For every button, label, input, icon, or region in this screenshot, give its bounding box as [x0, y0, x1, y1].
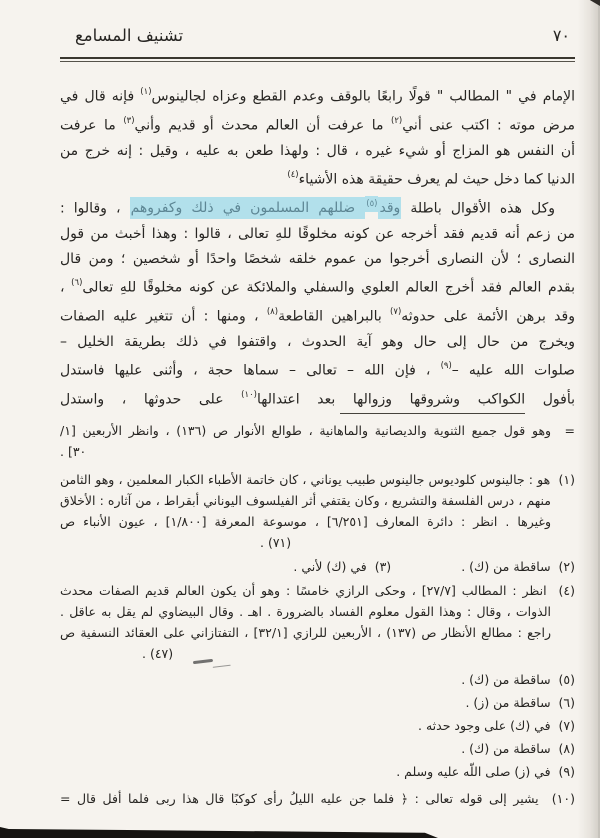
text-run: (٢) ساقطة من (ك) .: [461, 558, 575, 574]
text-run: صلوات الله عليه –: [451, 362, 575, 379]
footnote-ref: (١): [140, 87, 152, 97]
text-line: [60, 247, 575, 272]
text-line: [60, 532, 575, 553]
text-line: [60, 222, 575, 247]
text-run: منهم ، درس الفلسفة والتشريع ، وكان يقتفي أثر الفيلسوف اليوناني أبقراط ، من آثاره : الأخلاق: [60, 492, 551, 508]
footnote-ref: (٨): [266, 306, 279, 317]
text-line: [60, 81, 575, 110]
text-run: ٣٠] .: [60, 443, 87, 459]
footnote-ref: (٦): [71, 278, 83, 289]
text-line: [60, 469, 575, 490]
highlighted-text: ضللهم المسلمون في ذلك وكفروهم: [130, 197, 366, 219]
footnote-ref: (٩): [440, 360, 452, 371]
text-line: [60, 511, 575, 532]
header-rule: [60, 57, 575, 62]
text-line: [60, 330, 575, 355]
text-run: من زعم أنه قديم فقد أخرجه عن كونه مخلوقًا للهِ تعالى ، قالوا : وهذا أخبث من قول: [60, 225, 575, 242]
text-run: (٥) ساقطة من (ك) .: [461, 671, 575, 687]
text-run: (٧١) .: [260, 534, 292, 550]
text-line: [60, 788, 575, 809]
main-text: [60, 81, 575, 413]
text-run: الذوات ، وقال : وهذا القول معلوم الفساد بالضرورة . اهـ . وقال البيضاوي لم يقل به عاقل .: [60, 603, 551, 619]
text-run: أن النفس هو المزاج أو شيء غيره ، قال : ولهذا طعن به عليه ، وقيل : إنه خرج من: [60, 142, 575, 159]
footnote-ref: (١٠): [241, 389, 257, 400]
text-run: الإمام في " المطالب " قولًا رابعًا بالوقف وعدم القطع وعزاه لجالينوس: [151, 88, 575, 105]
text-run: على حدوثها ، واستدل: [60, 391, 242, 408]
text-run: بقدم العالم فقد أخرج العالم العلوي والسفلي والملائكة عن كونه مخلوقًا للهِ تعالى: [82, 279, 576, 296]
text-run: الدنيا كما دخل حيث لم يعرف حقيقة هذه الأشياء: [298, 171, 575, 188]
text-run: فإنه قال في: [60, 88, 141, 105]
text-line: [60, 622, 575, 643]
text-line: [60, 110, 575, 139]
text-run: ، ومنها : أن تتغير عليه الصفات: [60, 308, 267, 325]
text-run: ، فإن الله – تعالى – سماها حجة ، وأثنى عليها فاستدل: [60, 362, 441, 379]
text-line: [60, 441, 575, 462]
text-line: [60, 761, 575, 782]
text-line: [60, 669, 575, 690]
text-run: ،: [60, 279, 72, 296]
footnote-ref: (٢): [391, 115, 403, 126]
text-run: (٧) في (ك) على وجود حدثه .: [418, 717, 575, 733]
text-run: (٦) ساقطة من (ز) .: [465, 694, 575, 710]
text-run: وقد برهن الأئمة على حدوثه: [401, 308, 575, 325]
text-run: (١) هو : جالينوس كلوديوس جالينوس طبيب يوناني ، كان خاتمة الأطباء الكبار المعلمين ، وهو الثامن: [60, 471, 575, 487]
text-line: [60, 384, 575, 413]
text-run: (٩) في (ز) صلى اللّه عليه وسلم .: [396, 763, 575, 779]
page-number: ٧٠: [552, 26, 570, 45]
text-run: وكل هذه الأقوال باطلة: [401, 200, 555, 217]
text-run: (٣) في (ك) لأني .: [293, 558, 392, 574]
text-line: [60, 692, 575, 713]
text-run: = وهو قول جميع الثنوية والديصانية والماهانية ، طوالع الأنوار ص (١٣٦) ، وانظر الأربعين [١/: [60, 422, 575, 438]
text-run: (٨) ساقطة من (ك) .: [461, 740, 575, 756]
text-run: النصارى ؛ لأن النصارى أخرجوا من عموم خلقه شخصًا واحدًا أو شخصين ؛ ومن قال: [60, 250, 575, 267]
highlighted-text: وقد: [378, 197, 401, 219]
text-line: [60, 420, 575, 441]
text-line: [60, 193, 575, 222]
text-line: [60, 643, 575, 664]
text-run: بأفول الكواكب وشروقها وزوالها بعد اعتدالها: [256, 391, 575, 408]
text-line: [60, 580, 575, 601]
text-run: وغيرها . انظر : دائرة المعارف [٦/٢٥١] ، موسوعة المعرفة [١/٨٠٠] ، عيون الأنباء ص: [60, 513, 552, 529]
text-line: [60, 601, 575, 622]
footnote-ref: (٤): [287, 169, 299, 180]
text-run: راجع : مطالع الأنظار ص (١٣٧) ، الأربعين للرازي [٣٢/١] ، التفتازاني على العقائد النسفية ص: [60, 624, 551, 640]
text-line: [60, 301, 575, 330]
footnotes-section: [60, 420, 575, 809]
text-line: [60, 715, 575, 736]
footnote-ref-highlighted: (٥): [365, 196, 378, 212]
text-run: (٤٧) .: [142, 645, 174, 661]
text-run: ، وقالوا :: [60, 200, 130, 217]
text-run: (١٠) يشير إلى قوله تعالى : ﴿ فلما جن عليه الليلُ رأى كوكبًا قال هذا ربى فلما أفل قال =: [60, 790, 575, 806]
text-run: ما عرفت أن العالم محدث أو قديم وأني: [134, 117, 392, 134]
book-title: تشنيف المسامع: [75, 26, 184, 45]
text-line: [60, 355, 575, 384]
footnote-ref: (٣): [123, 115, 135, 126]
text-line: [60, 490, 575, 511]
text-run: بالبراهين القاطعة: [278, 308, 391, 325]
text-line: [60, 272, 575, 301]
text-run: ويخرج من حال إلى حال وهو آية الحدوث ، واقتفوا في ذلك بطريقة الخليل –: [60, 333, 575, 350]
text-line: [60, 164, 575, 193]
page-header: [60, 26, 575, 45]
footnote-separator: [340, 413, 525, 414]
footnote-ref: (٧): [390, 306, 402, 317]
spacer: [391, 570, 461, 571]
text-run: ما عرفت: [60, 117, 124, 134]
text-run: مرض موته : اكتب عنى أني: [402, 117, 576, 134]
text-line: [60, 556, 575, 577]
text-line: [60, 139, 575, 164]
text-run: (٤) انظر : المطالب [٢٧/٧] ، وحكى الرازي خامسًا : وهو أن يكون العالم قديم الصفات محدث: [60, 582, 575, 598]
text-line: [60, 738, 575, 759]
